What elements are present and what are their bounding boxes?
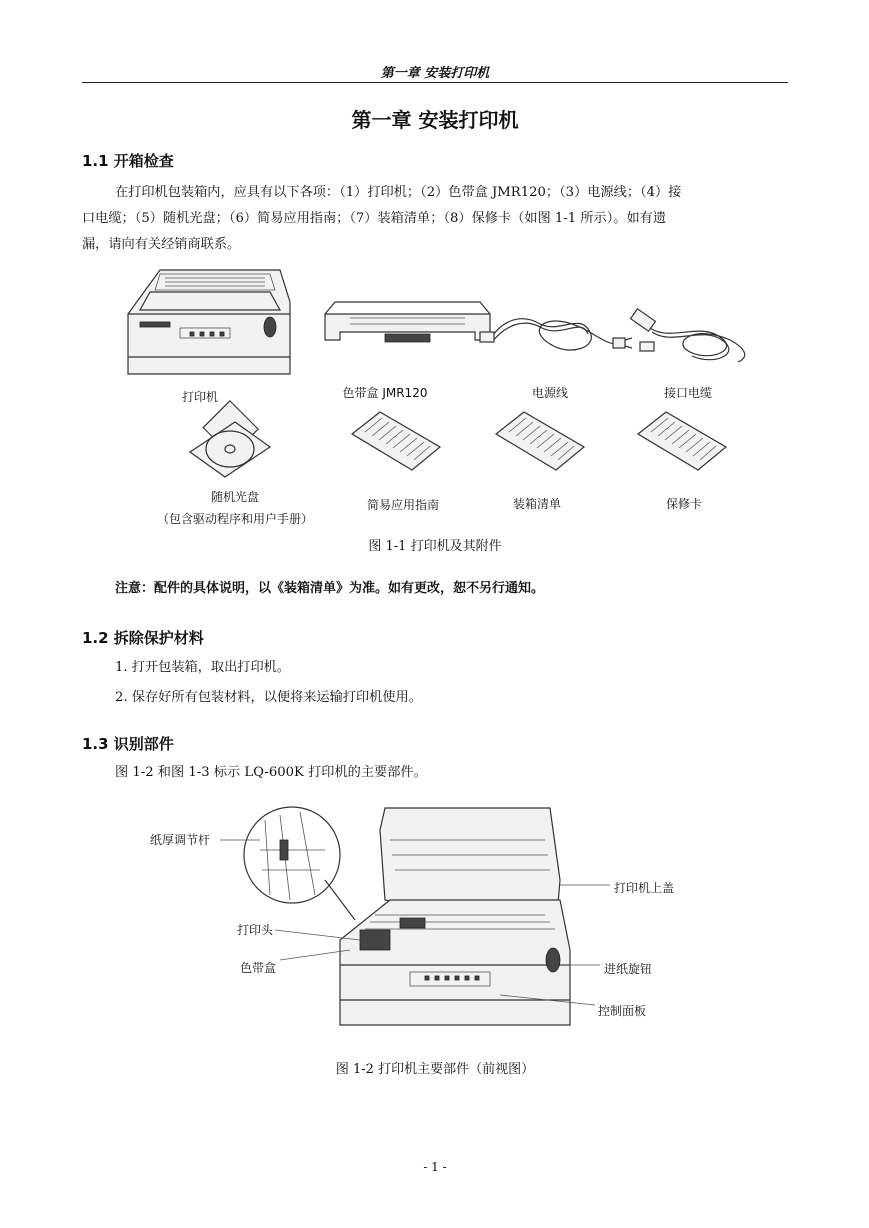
section-1-1-line-3: 漏，请向有关经销商联系。 (82, 237, 241, 252)
label-cd-note: （包含驱动程序和用户手册） (156, 512, 313, 526)
label-printer: 打印机 (181, 390, 218, 404)
callout-ribbon-cartridge: 色带盒 (240, 961, 277, 975)
label-packing-list: 装箱清单 (512, 497, 561, 511)
label-warranty-card: 保修卡 (665, 497, 702, 511)
label-quick-guide: 简易应用指南 (366, 498, 439, 512)
label-ribbon-cartridge: 色带盒 JMR120 (342, 386, 428, 400)
section-1-1-line-2: 口电缆；（5）随机光盘；（6）简易应用指南；（7）装箱清单；（8）保修卡（如图 1-1 所示）。如有遗 (82, 211, 667, 226)
figure-1-1-caption: 图 1-1 打印机及其附件 (368, 539, 502, 554)
callout-paper-feed-knob: 进纸旋钮 (604, 962, 653, 976)
document-icon (352, 412, 440, 470)
label-interface-cable: 接口电缆 (663, 386, 712, 400)
section-1-3-heading: 1.3 识别部件 (82, 735, 174, 753)
interface-cable-icon (631, 309, 745, 362)
callout-paper-thickness-lever: 纸厚调节杆 (150, 833, 211, 847)
section-1-1-line-1: 在打印机包装箱内，应具有以下各项：（1）打印机；（2）色带盒 JMR120；（3）电源线；（4）接 (115, 185, 682, 200)
chapter-title: 第一章 安装打印机 (351, 108, 519, 132)
running-header: 第一章 安装打印机 (380, 66, 490, 81)
page-number: - 1 - (423, 1160, 447, 1174)
document-icon (496, 412, 584, 470)
power-cord-icon (480, 319, 632, 350)
ribbon-cartridge-icon (325, 302, 490, 342)
callout-control-panel: 控制面板 (598, 1004, 647, 1018)
header-rule (82, 82, 788, 83)
printer-icon (128, 270, 290, 374)
section-1-1-heading: 1.1 开箱检查 (82, 152, 174, 170)
label-power-cord: 电源线 (531, 386, 568, 400)
figure-1-2-caption: 图 1-2 打印机主要部件（前视图） (335, 1062, 535, 1077)
document-icon (638, 412, 726, 470)
callout-top-cover: 打印机上盖 (614, 881, 675, 895)
cd-icon (190, 401, 270, 477)
section-1-3-text: 图 1-2 和图 1-3 标示 LQ-600K 打印机的主要部件。 (115, 765, 427, 780)
figure-1-2 (200, 800, 660, 1040)
section-1-2-heading: 1.2 拆除保护材料 (82, 629, 204, 647)
step-2: 2. 保存好所有包装材料，以便将来运输打印机使用。 (115, 690, 422, 705)
note-text: 注意：配件的具体说明，以《装箱清单》为准。如有更改，恕不另行通知。 (115, 581, 545, 596)
step-1: 1. 打开包装箱，取出打印机。 (115, 660, 291, 675)
callout-print-head: 打印头 (237, 923, 274, 937)
label-cd: 随机光盘 (210, 490, 259, 504)
